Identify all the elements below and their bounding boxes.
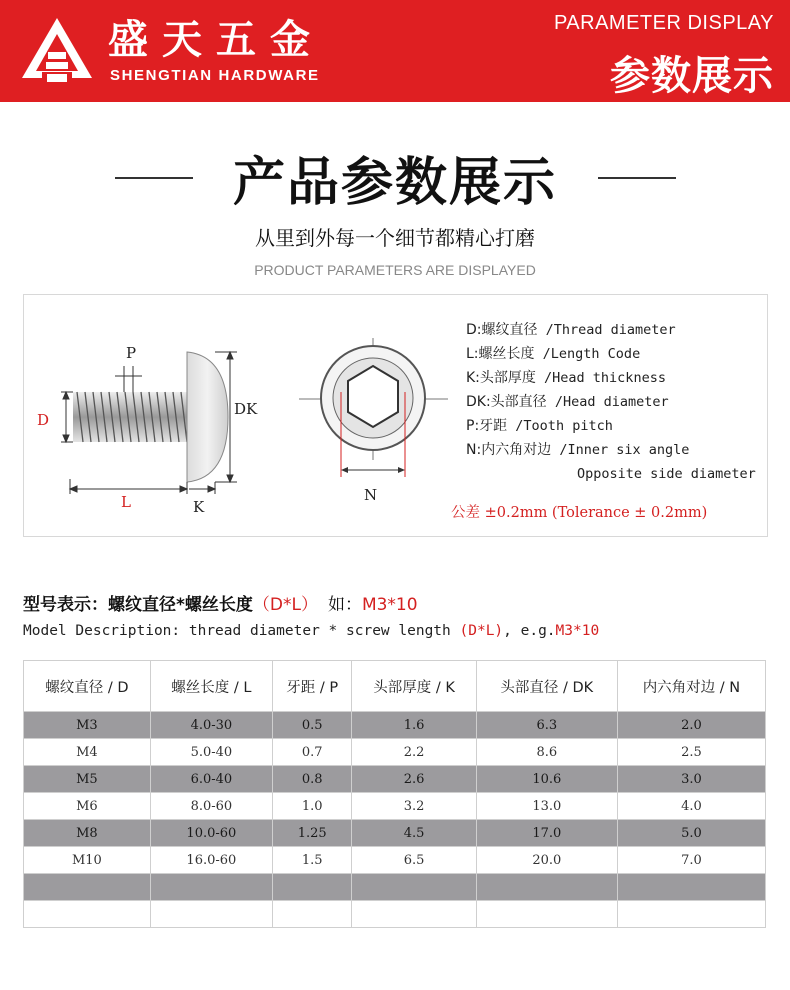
dimension-p	[115, 366, 142, 392]
table-cell: 5.0-40	[150, 739, 272, 766]
table-cell: 13.0	[476, 793, 617, 820]
table-cell: 4.0-30	[150, 712, 272, 739]
table-cell: 0.5	[272, 712, 352, 739]
brand-name-cn: 盛天五金	[108, 17, 324, 63]
table-cell: 10.0-60	[150, 820, 272, 847]
table-cell: 4.0	[617, 793, 765, 820]
table-cell: 4.5	[352, 820, 476, 847]
table-cell: 3.0	[617, 766, 765, 793]
table-cell: 20.0	[476, 847, 617, 874]
table-cell: M3	[24, 712, 151, 739]
parameter-legend	[466, 318, 756, 486]
label-dk: DK	[234, 400, 258, 418]
legend-item: DK:头部直径 /Head diameter	[466, 394, 669, 410]
label-n: N	[364, 486, 378, 504]
table-cell: 6.5	[352, 847, 476, 874]
table-cell: 6.3	[476, 712, 617, 739]
legend-item: P:牙距 /Tooth pitch	[466, 418, 613, 434]
table-cell: 1.6	[352, 712, 476, 739]
table-cell	[352, 901, 476, 928]
table-row	[24, 793, 766, 820]
table-cell: M6	[24, 793, 151, 820]
page-subtitle: 从里到外每一个细节都精心打磨	[255, 226, 535, 250]
table-cell: M4	[24, 739, 151, 766]
table-cell	[617, 874, 765, 901]
label-k: K	[193, 498, 205, 516]
table-cell: 6.0-40	[150, 766, 272, 793]
tolerance-note: 公差 ±0.2mm (Tolerance ± 0.2mm)	[451, 505, 708, 521]
table-cell: 2.2	[352, 739, 476, 766]
column-header: 头部直径 / DK	[476, 661, 617, 712]
column-header: 头部厚度 / K	[352, 661, 476, 712]
legend-item: N:内六角对边 /Inner six angle	[466, 442, 690, 458]
table-cell: 2.5	[617, 739, 765, 766]
table-cell: 5.0	[617, 820, 765, 847]
table-cell: 1.5	[272, 847, 352, 874]
table-cell: 8.0-60	[150, 793, 272, 820]
table-cell	[476, 901, 617, 928]
column-header: 螺丝长度 / L	[150, 661, 272, 712]
screw-thread-body	[73, 392, 187, 442]
legend-item: D:螺纹直径 /Thread diameter	[466, 322, 676, 338]
page-title: 产品参数展示	[232, 153, 557, 213]
screw-diagram	[23, 294, 463, 535]
table-cell: 16.0-60	[150, 847, 272, 874]
table-cell	[272, 901, 352, 928]
table-cell: 1.0	[272, 793, 352, 820]
table-cell: M8	[24, 820, 151, 847]
table-cell: 2.0	[617, 712, 765, 739]
table-cell: 0.8	[272, 766, 352, 793]
table-cell	[24, 874, 151, 901]
model-description-en: Model Description: thread diameter * screw length (D*L), e.g.M3*10	[23, 623, 600, 639]
legend-item: L:螺丝长度 /Length Code	[466, 346, 641, 362]
table-row	[24, 766, 766, 793]
dimension-l	[70, 479, 187, 494]
column-header: 牙距 / P	[272, 661, 352, 712]
table-row	[24, 847, 766, 874]
dimension-k	[189, 482, 215, 494]
table-cell: 2.6	[352, 766, 476, 793]
table-cell	[150, 901, 272, 928]
brand-name-en: SHENGTIAN HARDWARE	[110, 67, 320, 84]
column-header: 螺纹直径 / D	[24, 661, 151, 712]
table-cell: 17.0	[476, 820, 617, 847]
table-cell	[272, 874, 352, 901]
legend-item-continued: Opposite side diameter	[577, 466, 756, 482]
column-header: 内六角对边 / N	[617, 661, 765, 712]
page-subtitle-en: PRODUCT PARAMETERS ARE DISPLAYED	[254, 262, 536, 278]
table-cell	[24, 901, 151, 928]
label-d: D	[37, 411, 50, 429]
table-cell: 7.0	[617, 847, 765, 874]
table-row	[24, 901, 766, 928]
table-cell: 3.2	[352, 793, 476, 820]
table-cell: 0.7	[272, 739, 352, 766]
brand-logo-icon	[20, 16, 94, 86]
table-cell: M10	[24, 847, 151, 874]
dimension-d	[61, 392, 73, 442]
table-row	[24, 874, 766, 901]
specification-table	[23, 660, 766, 928]
section-title-cn: 参数展示	[610, 53, 774, 99]
table-cell: 10.6	[476, 766, 617, 793]
table-cell	[352, 874, 476, 901]
table-row	[24, 820, 766, 847]
table-cell: 1.25	[272, 820, 352, 847]
model-description-cn: 型号表示：螺纹直径*螺丝长度（D*L） 如：M3*10	[23, 595, 418, 615]
screw-head	[187, 352, 228, 482]
section-title-en: PARAMETER DISPLAY	[553, 12, 774, 34]
legend-item: K:头部厚度 /Head thickness	[466, 370, 666, 386]
screw-head-top-view	[299, 338, 448, 477]
table-cell: M5	[24, 766, 151, 793]
table-row	[24, 712, 766, 739]
table-row	[24, 739, 766, 766]
table-cell	[150, 874, 272, 901]
label-p: P	[126, 344, 137, 362]
table-cell	[617, 901, 765, 928]
table-header-row	[24, 661, 766, 712]
header-banner	[0, 0, 790, 102]
label-l: L	[121, 493, 131, 511]
table-cell: 8.6	[476, 739, 617, 766]
table-cell	[476, 874, 617, 901]
